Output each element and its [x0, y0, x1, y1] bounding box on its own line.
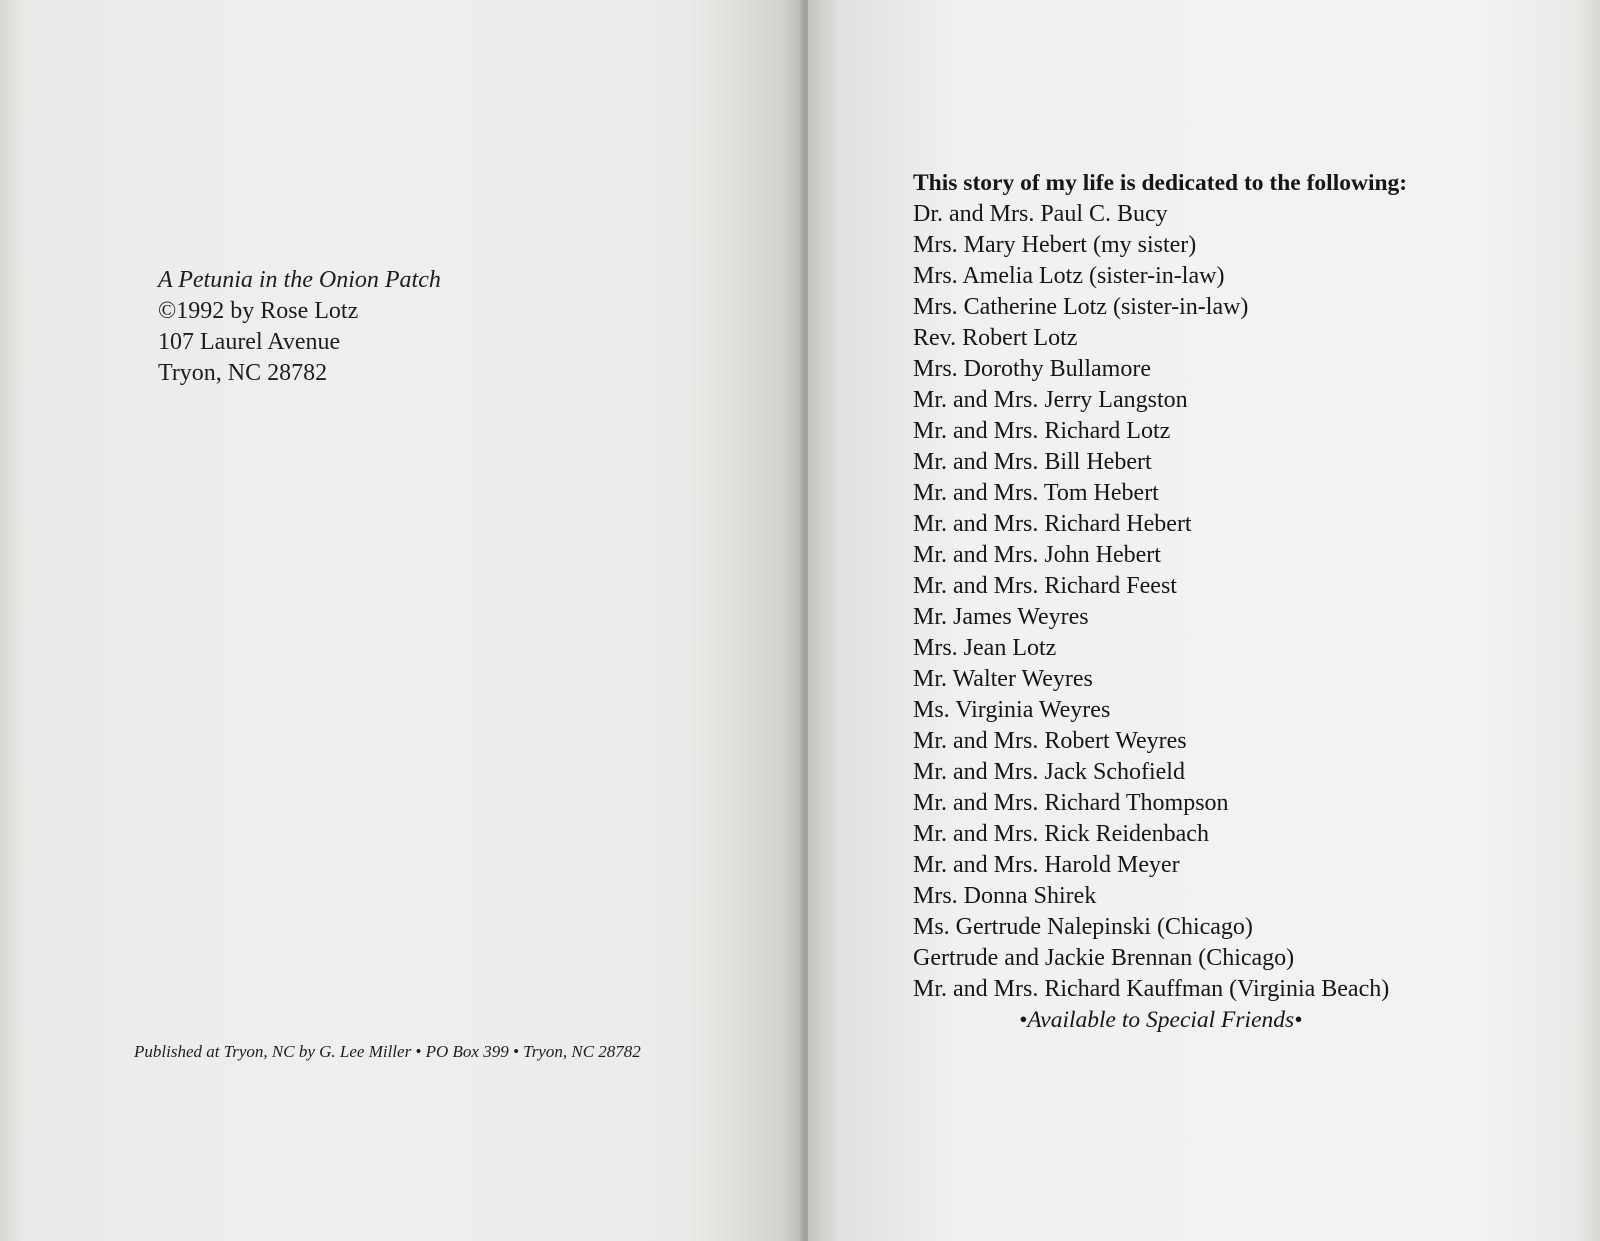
publisher-line: Published at Tryon, NC by G. Lee Miller • PO Box 399 • Tryon, NC 28782	[134, 1042, 641, 1061]
dedication-name: Mr. Walter Weyres	[913, 666, 1093, 692]
dedication-name: Ms. Gertrude Nalepinski (Chicago)	[913, 914, 1253, 940]
dedication-name: Dr. and Mrs. Paul C. Bucy	[913, 201, 1168, 227]
dedication-name: Mr. and Mrs. Robert Weyres	[913, 728, 1187, 754]
dedication-name: Mrs. Dorothy Bullamore	[913, 356, 1151, 382]
dedication-name: Mrs. Amelia Lotz (sister-in-law)	[913, 263, 1225, 289]
dedication-name: Rev. Robert Lotz	[913, 325, 1078, 351]
dedication-name: Mr. and Mrs. Richard Feest	[913, 573, 1177, 599]
dedication-name: Mr. and Mrs. Jack Schofield	[913, 759, 1185, 785]
dedication-name: Mrs. Catherine Lotz (sister-in-law)	[913, 294, 1249, 320]
dedication-name: Mr. and Mrs. Tom Hebert	[913, 480, 1159, 506]
dedication-name: Mr. James Weyres	[913, 604, 1089, 630]
imprint-block	[158, 265, 441, 389]
street-address: 107 Laurel Avenue	[158, 329, 341, 355]
dedication-name: Mr. and Mrs. John Hebert	[913, 542, 1161, 568]
dedication-name: Mr. and Mrs. Richard Lotz	[913, 418, 1171, 444]
dedication-list	[913, 199, 1407, 1005]
copyright-line: ©1992 by Rose Lotz	[158, 298, 359, 324]
dedication-name: Mr. and Mrs. Richard Thompson	[913, 790, 1229, 816]
dedication-name: Mr. and Mrs. Richard Kauffman (Virginia Beach)	[913, 976, 1390, 1002]
right-page	[808, 0, 1600, 1241]
city-address: Tryon, NC 28782	[158, 360, 328, 386]
dedication-name: Mr. and Mrs. Harold Meyer	[913, 852, 1180, 878]
dedication-name: Gertrude and Jackie Brennan (Chicago)	[913, 945, 1295, 971]
dedication-heading: This story of my life is dedicated to the following:	[913, 170, 1408, 196]
book-title: A Petunia in the Onion Patch	[158, 267, 441, 293]
dedication-name: Mr. and Mrs. Jerry Langston	[913, 387, 1188, 413]
dedication-name: Mrs. Donna Shirek	[913, 883, 1097, 909]
dedication-block	[913, 168, 1407, 1036]
dedication-name: Mr. and Mrs. Rick Reidenbach	[913, 821, 1209, 847]
dedication-name: Ms. Virginia Weyres	[913, 697, 1111, 723]
dedication-name: Mr. and Mrs. Bill Hebert	[913, 449, 1152, 475]
dedication-name: Mr. and Mrs. Richard Hebert	[913, 511, 1192, 537]
dedication-name: Mrs. Jean Lotz	[913, 635, 1057, 661]
dedication-name: Mrs. Mary Hebert (my sister)	[913, 232, 1197, 258]
dedication-footer: •Available to Special Friends•	[1019, 1007, 1303, 1033]
